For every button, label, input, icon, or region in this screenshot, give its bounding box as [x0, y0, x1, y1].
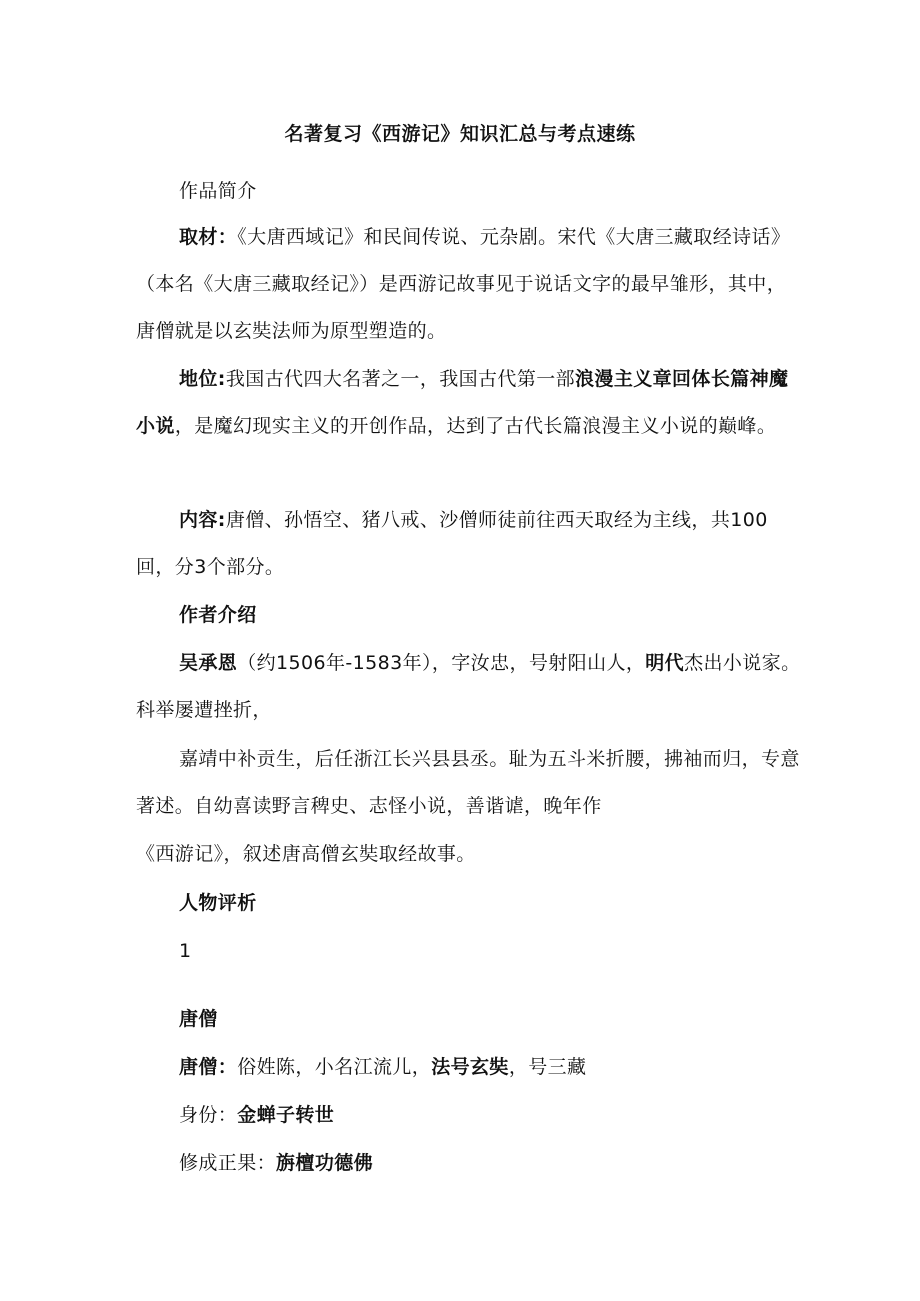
- section-heading-intro: 作品简介: [179, 180, 257, 202]
- character-heading: [179, 996, 847, 1043]
- section-heading-author: [179, 592, 847, 639]
- tang-dharma-name: 法号玄奘: [431, 1056, 509, 1078]
- tang-text-after: ，号三藏: [508, 1056, 587, 1078]
- text-status-before: 我国古代四大名著之一，我国古代第一部: [225, 368, 576, 390]
- text-content: 唐僧、孙悟空、猪八戒、沙僧师徒前往西天取经为主线，共100回，分3个部分。: [136, 509, 768, 578]
- character-name: 唐僧: [179, 1008, 218, 1030]
- paragraph-author-more: [136, 736, 804, 830]
- section-author-text: 作者介绍: [179, 604, 257, 626]
- document-title: 名著复习《西游记》知识汇总与考点速练: [284, 123, 636, 145]
- paragraph-status: [136, 356, 804, 450]
- tang-text-before: 俗姓陈，小名江流儿，: [237, 1056, 432, 1078]
- label-tang: 唐僧：: [179, 1056, 238, 1078]
- text-source: 《大唐西域记》和民间传说、元杂剧。宋代《大唐三藏取经诗话》（本名《大唐三藏取经记》）是西游记故事见于说话文字的最早雏形，其中，唐僧就是以玄奘法师为原型塑造的。: [136, 226, 791, 342]
- text-status-bold: 浪漫主义章回体长篇神魔小说: [136, 368, 789, 437]
- paragraph-tang: [179, 1044, 847, 1091]
- author-work-text: 《西游记》，叙述唐高僧玄奘取经故事。: [136, 843, 476, 865]
- paragraph-source: [136, 214, 804, 355]
- author-dynasty: 明代: [645, 652, 685, 674]
- paragraph-identity: [179, 1092, 847, 1139]
- label-status: 地位:: [179, 368, 226, 390]
- label-achievement: 修成正果：: [179, 1152, 277, 1174]
- author-more-text: 嘉靖中补贡生，后任浙江长兴县县丞。耻为五斗米折腰，拂袖而归，专意著述。自幼喜读野言稗史、志怪小说，善谐谑，晚年作: [136, 748, 800, 817]
- author-name: 吴承恩: [179, 652, 238, 674]
- author-text-after: 杰出小说家。科举屡遭挫折，: [136, 652, 801, 721]
- section-number: 1: [179, 940, 192, 962]
- author-text-before: （约1506年-1583年），字汝忠，号射阳山人，: [237, 652, 646, 674]
- identity-value: 金蝉子转世: [237, 1104, 335, 1126]
- paragraph-author: [136, 640, 804, 734]
- text-status-after: ，是魔幻现实主义的开创作品，达到了古代长篇浪漫主义小说的巅峰。: [174, 415, 777, 437]
- section-characters-text: 人物评析: [179, 892, 257, 914]
- section-heading-characters: [179, 880, 847, 927]
- achievement-value: 旃檀功德佛: [276, 1152, 374, 1174]
- paragraph-author-work: [136, 831, 804, 878]
- label-source: 取材：: [179, 226, 238, 248]
- label-content: 内容:: [179, 509, 226, 531]
- paragraph-achievement: [179, 1140, 847, 1187]
- paragraph-content: [136, 497, 804, 591]
- label-identity: 身份：: [179, 1104, 238, 1126]
